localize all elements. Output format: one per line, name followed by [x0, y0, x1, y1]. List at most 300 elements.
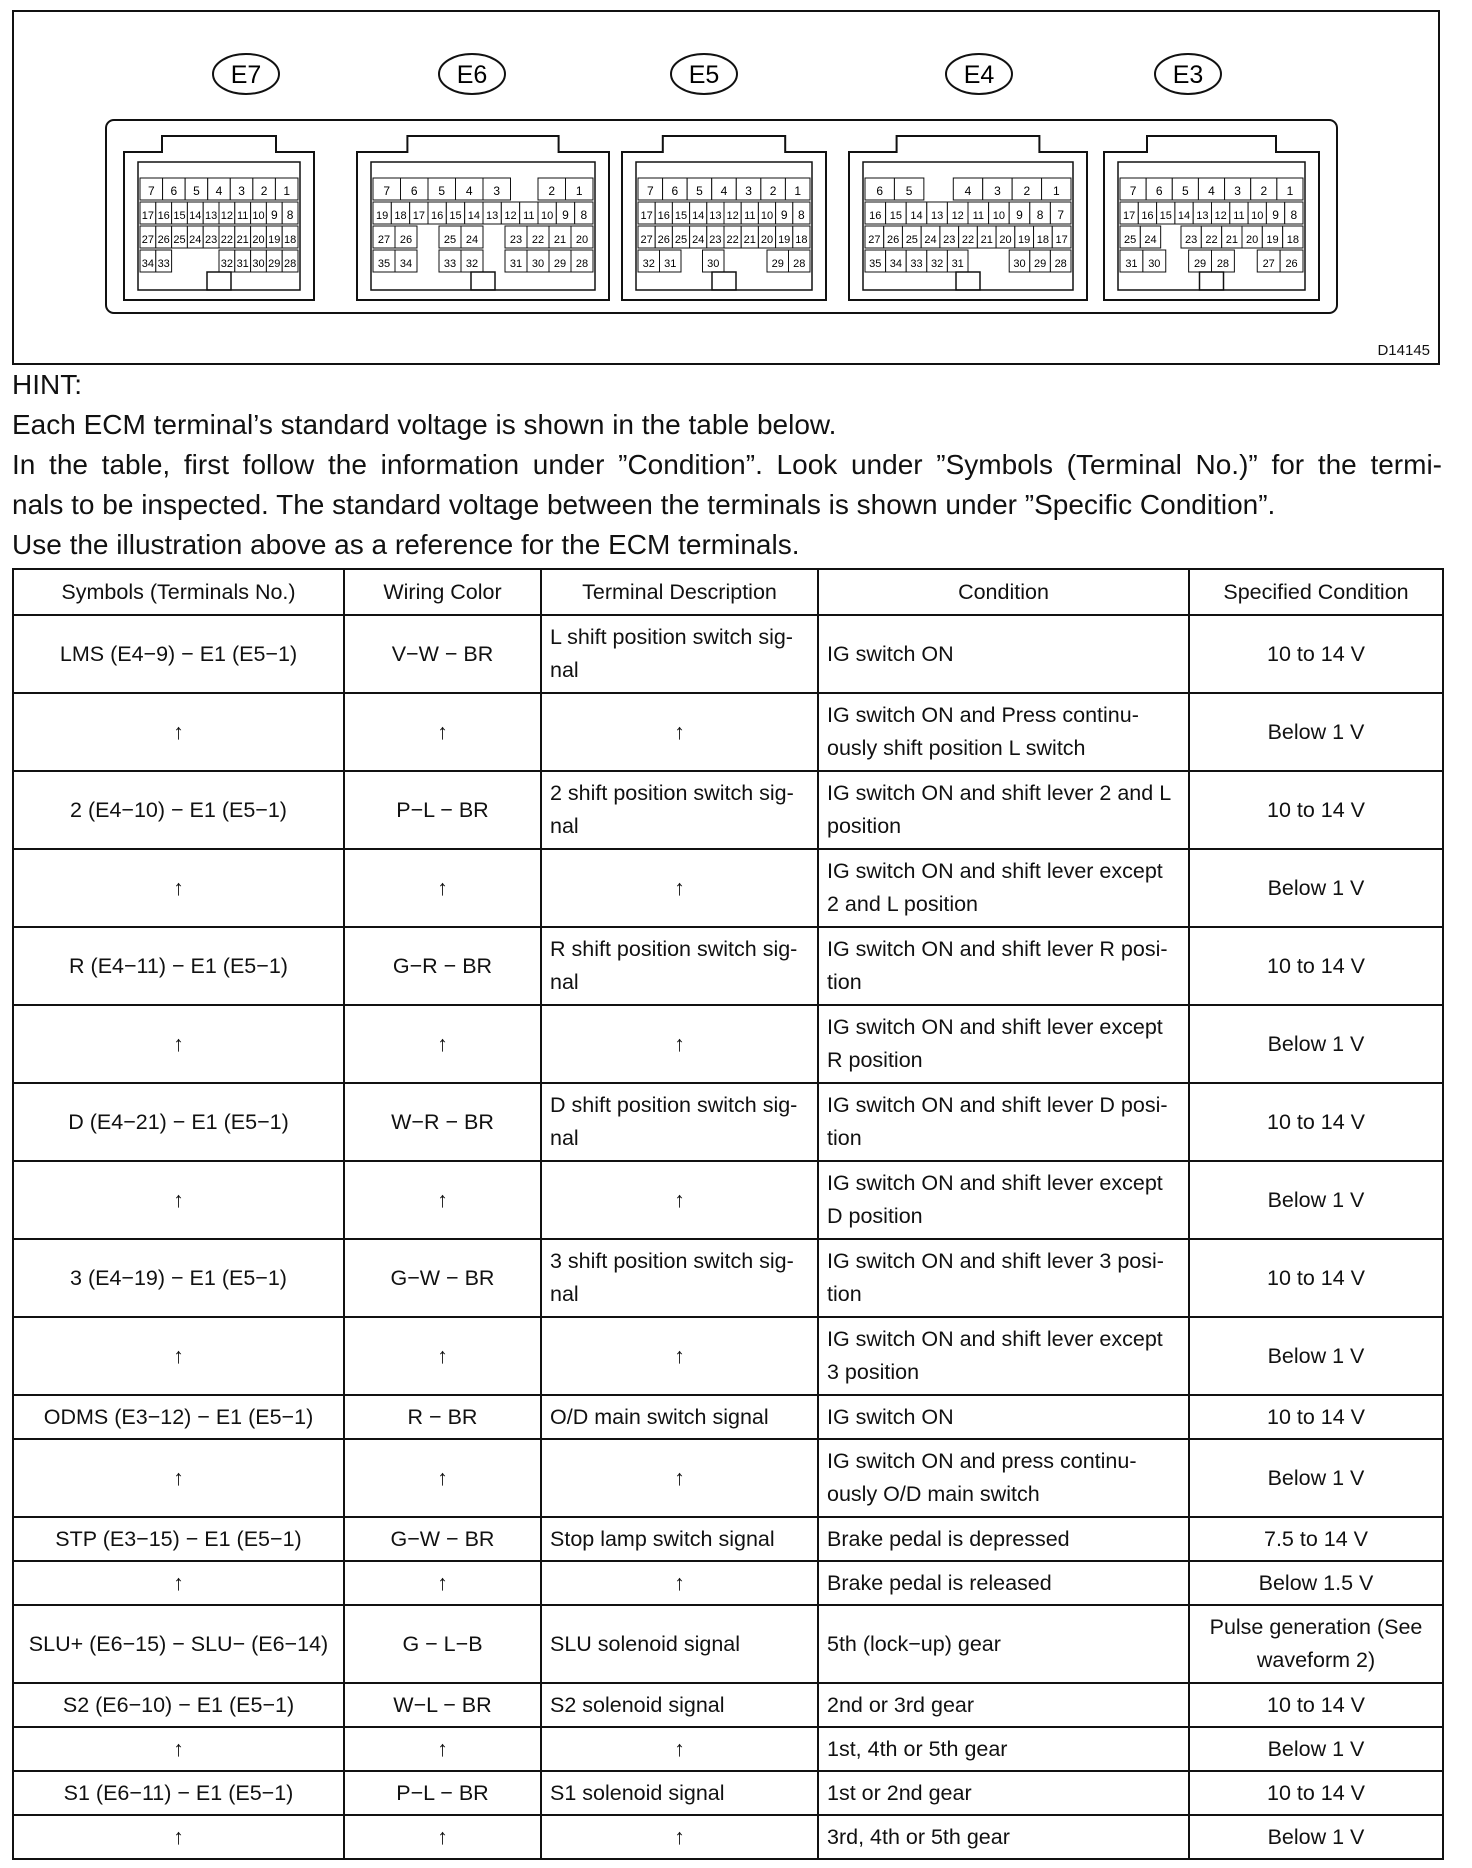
terminal-number: 18: [394, 210, 407, 222]
terminal-number: 6: [1155, 184, 1163, 198]
specified-condition-cell: Below 1 V: [1189, 1005, 1443, 1083]
condition-cell: IG switch ON and shift lever except 3 position: [818, 1317, 1189, 1395]
terminal-number: 33: [910, 258, 923, 270]
terminal-number: 26: [886, 234, 900, 246]
symbols-cell: ↑: [13, 1005, 344, 1083]
condition-cell: IG switch ON and Press continu-ously shift position L switch: [818, 693, 1189, 771]
terminal-number: 29: [1193, 258, 1207, 270]
table-row: [13, 771, 1443, 849]
terminal-number: 28: [283, 258, 297, 270]
condition-cell: IG switch ON and shift lever 3 posi-tion: [818, 1239, 1189, 1317]
terminal-description-cell: SLU solenoid signal: [541, 1605, 818, 1683]
terminal-number: 24: [189, 234, 202, 246]
terminal-number: 17: [640, 210, 653, 222]
terminal-number: 10: [992, 210, 1006, 222]
specified-condition-cell: Below 1 V: [1189, 1317, 1443, 1395]
terminal-number: 3: [1234, 184, 1241, 198]
table-row: [13, 849, 1443, 927]
table-row: [13, 1083, 1443, 1161]
terminal-number: 32: [642, 258, 655, 270]
terminal-number: 34: [141, 258, 155, 270]
table-row: [13, 1683, 1443, 1727]
terminal-number: 7: [1057, 208, 1065, 222]
wiring-color-cell: P−L − BR: [344, 771, 541, 849]
terminal-number: 35: [377, 258, 391, 270]
terminal-number: 4: [465, 184, 473, 198]
hint-line-3: nals to be inspected. The standard voltage between the terminals is shown under ”Specific Condition”.: [12, 489, 1276, 520]
terminal-number: 2: [1023, 184, 1031, 198]
terminal-number: 27: [640, 234, 653, 246]
terminal-number: 13: [709, 210, 722, 222]
terminal-number: 16: [657, 210, 670, 222]
specified-condition-cell: 10 to 14 V: [1189, 771, 1443, 849]
terminal-number: 35: [869, 258, 882, 270]
terminal-number: 9: [562, 208, 569, 222]
terminal-number: 10: [1251, 210, 1264, 222]
terminal-description-cell: D shift position switch sig-nal: [541, 1083, 818, 1161]
terminal-number: 15: [449, 210, 462, 222]
terminal-number: 18: [283, 234, 297, 246]
terminal-number: 12: [1214, 210, 1227, 222]
terminal-number: 14: [1177, 210, 1191, 222]
terminal-number: 4: [964, 184, 972, 198]
wiring-color-cell: R − BR: [344, 1395, 541, 1439]
terminal-number: 29: [1033, 258, 1047, 270]
terminal-number: 16: [157, 210, 170, 222]
terminal-description-cell: ↑: [541, 1439, 818, 1517]
specified-condition-cell: Below 1 V: [1189, 693, 1443, 771]
terminal-number: 28: [1216, 258, 1230, 270]
wiring-color-cell: G−R − BR: [344, 927, 541, 1005]
terminal-number: 15: [674, 210, 688, 222]
wiring-color-cell: V−W − BR: [344, 615, 541, 693]
condition-cell: 2nd or 3rd gear: [818, 1683, 1189, 1727]
table-row: [13, 615, 1443, 693]
terminal-number: 9: [780, 208, 788, 222]
connector-key: [712, 272, 736, 290]
condition-cell: 1st or 2nd gear: [818, 1771, 1189, 1815]
terminal-description-cell: ↑: [541, 1561, 818, 1605]
symbols-cell: ↑: [13, 1815, 344, 1859]
specified-condition-cell: 10 to 14 V: [1189, 1239, 1443, 1317]
symbols-cell: S1 (E6−11) − E1 (E5−1): [13, 1771, 344, 1815]
terminal-number: 16: [869, 210, 882, 222]
terminal-description-cell: ↑: [541, 1161, 818, 1239]
wiring-color-cell: W−R − BR: [344, 1083, 541, 1161]
terminal-number: 26: [657, 234, 670, 246]
symbols-cell: 3 (E4−19) − E1 (E5−1): [13, 1239, 344, 1317]
table-row: [13, 1815, 1443, 1859]
wiring-color-cell: ↑: [344, 1561, 541, 1605]
table-row: [13, 1395, 1443, 1439]
terminal-number: 21: [1225, 234, 1238, 246]
terminal-number: 20: [999, 234, 1012, 246]
terminal-number: 22: [961, 234, 975, 246]
terminal-number: 17: [1123, 210, 1136, 222]
terminal-number: 12: [504, 210, 517, 222]
terminal-number: 30: [707, 258, 720, 270]
terminal-number: 29: [268, 258, 281, 270]
symbols-cell: D (E4−21) − E1 (E5−1): [13, 1083, 344, 1161]
specified-condition-cell: Below 1 V: [1189, 1727, 1443, 1771]
symbols-cell: S2 (E6−10) − E1 (E5−1): [13, 1683, 344, 1727]
terminal-number: 2: [260, 184, 268, 198]
table-row: [13, 693, 1443, 771]
terminal-number: 20: [252, 234, 265, 246]
terminal-number: 1: [1286, 184, 1294, 198]
terminal-number: 8: [1036, 208, 1044, 222]
terminal-number: 34: [889, 258, 903, 270]
symbols-cell: ↑: [13, 849, 344, 927]
terminal-number: 11: [744, 210, 756, 222]
symbols-cell: 2 (E4−10) − E1 (E5−1): [13, 771, 344, 849]
symbols-cell: R (E4−11) − E1 (E5−1): [13, 927, 344, 1005]
condition-cell: 3rd, 4th or 5th gear: [818, 1815, 1189, 1859]
terminal-number: 14: [692, 210, 705, 222]
terminal-number: 28: [1054, 258, 1067, 270]
terminal-number: 20: [575, 234, 589, 246]
terminal-description-cell: ↑: [541, 1727, 818, 1771]
terminal-number: 11: [236, 210, 249, 222]
terminal-number: 6: [170, 184, 178, 198]
specified-condition-cell: 10 to 14 V: [1189, 1771, 1443, 1815]
terminal-number: 8: [798, 208, 805, 222]
symbols-cell: ↑: [13, 1439, 344, 1517]
wiring-color-cell: ↑: [344, 849, 541, 927]
terminal-number: 4: [215, 184, 223, 198]
connector-diagram: [14, 12, 1438, 363]
terminal-number: 8: [1290, 208, 1298, 222]
specified-condition-cell: 10 to 14 V: [1189, 615, 1443, 693]
specified-condition-cell: Below 1 V: [1189, 849, 1443, 927]
terminal-number: 23: [709, 234, 722, 246]
terminal-number: 10: [541, 210, 554, 222]
terminal-number: 9: [270, 208, 278, 222]
terminal-description-cell: 3 shift position switch sig-nal: [541, 1239, 818, 1317]
terminal-number: 24: [692, 234, 705, 246]
terminal-number: 19: [778, 234, 791, 246]
header-wiring-color: Wiring Color: [344, 569, 541, 615]
terminal-number: 5: [193, 184, 200, 198]
wiring-color-cell: W−L − BR: [344, 1683, 541, 1727]
specified-condition-cell: 10 to 14 V: [1189, 1683, 1443, 1727]
hint-section: [12, 365, 1442, 565]
terminal-number: 32: [465, 258, 479, 270]
condition-cell: 1st, 4th or 5th gear: [818, 1727, 1189, 1771]
symbols-cell: ODMS (E3−12) − E1 (E5−1): [13, 1395, 344, 1439]
terminal-description-cell: ↑: [541, 1317, 818, 1395]
condition-cell: IG switch ON and press continu-ously O/D main switch: [818, 1439, 1189, 1517]
terminal-description-cell: L shift position switch sig-nal: [541, 615, 818, 693]
condition-cell: IG switch ON and shift lever except R position: [818, 1005, 1189, 1083]
terminal-number: 24: [924, 234, 937, 246]
terminal-number: 11: [523, 210, 535, 222]
table-row: [13, 1561, 1443, 1605]
terminal-number: 13: [486, 210, 499, 222]
terminal-number: 31: [951, 258, 964, 270]
table-row: [13, 1439, 1443, 1517]
header-condition: Condition: [818, 569, 1189, 615]
header-symbols: Symbols (Terminals No.): [13, 569, 344, 615]
terminal-number: 19: [376, 210, 389, 222]
terminal-number: 25: [1124, 234, 1137, 246]
terminal-number: 21: [553, 234, 567, 246]
wiring-color-cell: G − L−B: [344, 1605, 541, 1683]
terminal-number: 30: [1013, 258, 1026, 270]
table-row: [13, 927, 1443, 1005]
condition-cell: IG switch ON and shift lever except D position: [818, 1161, 1189, 1239]
terminal-number: 15: [889, 210, 903, 222]
table-row: [13, 1605, 1443, 1683]
terminal-number: 1: [283, 184, 291, 198]
terminal-number: 24: [1144, 234, 1157, 246]
hint-line-2: In the table, first follow the information under ”Condition”. Look under ”Symbols (Terminal No.)” for the termi-: [12, 449, 1442, 480]
condition-cell: IG switch ON and shift lever except 2 and L position: [818, 849, 1189, 927]
terminal-description-cell: S1 solenoid signal: [541, 1771, 818, 1815]
table-row: [13, 1727, 1443, 1771]
condition-cell: IG switch ON: [818, 615, 1189, 693]
terminal-number: 28: [575, 258, 589, 270]
terminal-number: 3: [238, 184, 245, 198]
terminal-number: 1: [575, 184, 583, 198]
terminal-number: 8: [580, 208, 588, 222]
table-row: [13, 1161, 1443, 1239]
condition-cell: IG switch ON and shift lever R posi-tion: [818, 927, 1189, 1005]
terminal-number: 14: [467, 210, 480, 222]
figure-code: D14145: [1377, 342, 1430, 359]
terminal-number: 17: [412, 210, 425, 222]
terminal-number: 10: [252, 210, 265, 222]
terminal-number: 17: [141, 210, 155, 222]
terminal-number: 12: [951, 210, 964, 222]
terminal-number: 18: [1286, 234, 1299, 246]
connector-key: [207, 272, 231, 290]
terminal-number: 5: [438, 184, 446, 198]
condition-cell: IG switch ON: [818, 1395, 1189, 1439]
terminal-number: 23: [943, 234, 956, 246]
terminal-number: 5: [696, 184, 703, 198]
connector-key: [956, 272, 980, 290]
terminal-number: 6: [410, 184, 418, 198]
connector-label: E3: [1172, 61, 1204, 89]
terminal-number: 30: [252, 258, 265, 270]
terminal-number: 13: [1196, 210, 1209, 222]
terminal-number: 22: [726, 234, 739, 246]
terminal-number: 23: [204, 234, 218, 246]
specified-condition-cell: Pulse generation (See waveform 2): [1189, 1605, 1443, 1683]
terminal-number: 27: [868, 234, 881, 246]
hint-line-1: Each ECM terminal’s standard voltage is shown in the table below.: [12, 409, 837, 440]
terminal-number: 25: [905, 234, 918, 246]
terminal-number: 5: [1182, 184, 1189, 198]
terminal-number: 11: [972, 210, 985, 222]
terminal-number: 7: [646, 184, 654, 198]
terminal-number: 16: [431, 210, 444, 222]
terminal-number: 21: [980, 234, 993, 246]
terminal-number: 12: [726, 210, 739, 222]
terminal-number: 21: [236, 234, 249, 246]
terminal-number: 6: [876, 184, 884, 198]
terminal-description-cell: S2 solenoid signal: [541, 1683, 818, 1727]
terminal-number: 11: [1233, 210, 1245, 222]
terminal-number: 25: [173, 234, 186, 246]
terminal-number: 6: [671, 184, 679, 198]
terminal-number: 31: [664, 258, 677, 270]
terminal-number: 22: [1205, 234, 1218, 246]
terminal-number: 3: [745, 184, 752, 198]
connector-label: E6: [456, 61, 488, 89]
condition-cell: 5th (lock−up) gear: [818, 1605, 1189, 1683]
terminal-number: 13: [930, 210, 944, 222]
terminal-number: 18: [795, 234, 808, 246]
specified-condition-cell: 10 to 14 V: [1189, 1083, 1443, 1161]
symbols-cell: ↑: [13, 1161, 344, 1239]
terminal-number: 30: [531, 258, 545, 270]
terminal-number: 24: [465, 234, 479, 246]
wiring-color-cell: ↑: [344, 1161, 541, 1239]
terminal-number: 3: [493, 184, 501, 198]
terminal-number: 17: [1055, 234, 1068, 246]
hint-title: HINT:: [12, 369, 82, 400]
terminal-number: 21: [743, 234, 756, 246]
connector-label: E7: [230, 61, 262, 89]
wiring-color-cell: G−W − BR: [344, 1517, 541, 1561]
terminal-number: 29: [771, 258, 784, 270]
condition-cell: IG switch ON and shift lever D posi-tion: [818, 1083, 1189, 1161]
terminal-number: 19: [1018, 234, 1031, 246]
terminal-number: 30: [1148, 258, 1161, 270]
wiring-color-cell: ↑: [344, 1727, 541, 1771]
header-specified-condition: Specified Condition: [1189, 569, 1443, 615]
terminal-number: 23: [1185, 234, 1198, 246]
specified-condition-cell: 10 to 14 V: [1189, 927, 1443, 1005]
terminal-number: 20: [1246, 234, 1259, 246]
terminal-number: 8: [286, 208, 294, 222]
terminal-number: 4: [1208, 184, 1215, 198]
connector-label: E5: [688, 61, 720, 89]
symbols-cell: LMS (E4−9) − E1 (E5−1): [13, 615, 344, 693]
terminal-description-cell: ↑: [541, 849, 818, 927]
symbols-cell: ↑: [13, 693, 344, 771]
header-terminal-description: Terminal Description: [541, 569, 818, 615]
specified-condition-cell: Below 1 V: [1189, 1161, 1443, 1239]
terminal-number: 23: [509, 234, 523, 246]
table-row: [13, 1317, 1443, 1395]
specified-condition-cell: 7.5 to 14 V: [1189, 1517, 1443, 1561]
terminal-number: 10: [760, 210, 774, 222]
terminal-voltage-table: [12, 568, 1444, 1860]
specified-condition-cell: Below 1 V: [1189, 1815, 1443, 1859]
condition-cell: IG switch ON and shift lever 2 and L position: [818, 771, 1189, 849]
connector-key: [471, 272, 495, 290]
wiring-color-cell: ↑: [344, 1005, 541, 1083]
terminal-number: 19: [268, 234, 281, 246]
wiring-color-cell: ↑: [344, 693, 541, 771]
terminal-number: 16: [1141, 210, 1154, 222]
symbols-cell: STP (E3−15) − E1 (E5−1): [13, 1517, 344, 1561]
terminal-number: 1: [794, 184, 802, 198]
terminal-number: 32: [220, 258, 234, 270]
terminal-description-cell: R shift position switch sig-nal: [541, 927, 818, 1005]
symbols-cell: ↑: [13, 1727, 344, 1771]
terminal-number: 27: [377, 234, 391, 246]
terminal-number: 26: [1285, 258, 1298, 270]
terminal-description-cell: ↑: [541, 1815, 818, 1859]
symbols-cell: ↑: [13, 1317, 344, 1395]
terminal-number: 19: [1266, 234, 1279, 246]
ecm-connector-figure: [12, 10, 1440, 365]
terminal-number: 33: [443, 258, 457, 270]
terminal-number: 27: [141, 234, 155, 246]
terminal-number: 18: [1036, 234, 1050, 246]
terminal-description-cell: O/D main switch signal: [541, 1395, 818, 1439]
terminal-number: 15: [1159, 210, 1172, 222]
wiring-color-cell: ↑: [344, 1815, 541, 1859]
condition-cell: Brake pedal is released: [818, 1561, 1189, 1605]
wiring-color-cell: ↑: [344, 1317, 541, 1395]
terminal-number: 5: [905, 184, 913, 198]
terminal-number: 31: [236, 258, 249, 270]
terminal-number: 2: [548, 184, 556, 198]
terminal-number: 32: [930, 258, 944, 270]
hint-line-4: Use the illustration above as a reference for the ECM terminals.: [12, 529, 800, 560]
wiring-color-cell: G−W − BR: [344, 1239, 541, 1317]
table-row: [13, 1771, 1443, 1815]
terminal-number: 25: [674, 234, 688, 246]
terminal-number: 27: [1262, 258, 1275, 270]
terminal-number: 26: [157, 234, 170, 246]
terminal-description-cell: ↑: [541, 1005, 818, 1083]
terminal-number: 31: [509, 258, 523, 270]
terminal-number: 28: [793, 258, 806, 270]
terminal-number: 14: [910, 210, 923, 222]
terminal-number: 26: [399, 234, 413, 246]
wiring-color-cell: ↑: [344, 1439, 541, 1517]
terminal-number: 9: [1272, 208, 1279, 222]
terminal-description-cell: Stop lamp switch signal: [541, 1517, 818, 1561]
terminal-number: 22: [220, 234, 234, 246]
terminal-number: 20: [760, 234, 774, 246]
terminal-number: 7: [147, 184, 155, 198]
terminal-number: 2: [1260, 184, 1268, 198]
terminal-number: 29: [553, 258, 567, 270]
terminal-number: 25: [443, 234, 457, 246]
specified-condition-cell: Below 1 V: [1189, 1439, 1443, 1517]
symbols-cell: SLU+ (E6−15) − SLU− (E6−14): [13, 1605, 344, 1683]
terminal-number: 31: [1125, 258, 1138, 270]
table-row: [13, 1239, 1443, 1317]
terminal-number: 22: [531, 234, 545, 246]
terminal-number: 2: [769, 184, 777, 198]
connector-key: [1200, 272, 1224, 290]
connector-label: E4: [963, 61, 995, 89]
condition-cell: Brake pedal is depressed: [818, 1517, 1189, 1561]
symbols-cell: ↑: [13, 1561, 344, 1605]
specified-condition-cell: 10 to 14 V: [1189, 1395, 1443, 1439]
terminal-number: 14: [189, 210, 202, 222]
terminal-number: 33: [157, 258, 170, 270]
specified-condition-cell: Below 1.5 V: [1189, 1561, 1443, 1605]
terminal-number: 34: [399, 258, 413, 270]
terminal-description-cell: 2 shift position switch sig-nal: [541, 771, 818, 849]
terminal-number: 15: [173, 210, 186, 222]
table-row: [13, 1005, 1443, 1083]
terminal-number: 12: [220, 210, 234, 222]
terminal-number: 13: [204, 210, 218, 222]
terminal-number: 3: [994, 184, 1001, 198]
terminal-number: 9: [1016, 208, 1023, 222]
table-row: [13, 1517, 1443, 1561]
